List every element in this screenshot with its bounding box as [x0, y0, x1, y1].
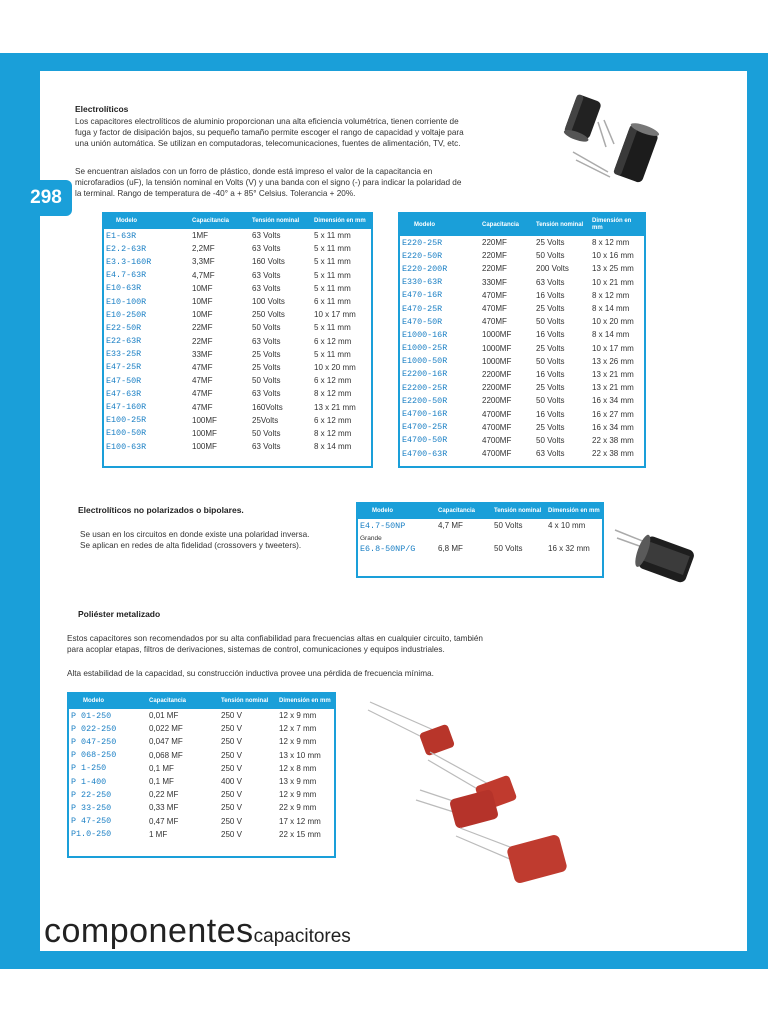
dimension-cell: 10 x 17 mm	[314, 310, 356, 320]
capacitance-cell: 10MF	[192, 310, 213, 320]
voltage-cell: 250 V	[221, 724, 242, 734]
dimension-cell: 16 x 34 mm	[592, 422, 634, 432]
description-line: Se encuentran aislados con un forro de plástico, donde está impreso el valor de la capacitancia en	[75, 167, 433, 176]
table-row	[400, 368, 644, 381]
table-row	[104, 295, 371, 308]
model-cell: E47-63R	[106, 388, 142, 399]
model-cell: E2.2-63R	[106, 243, 147, 254]
model-cell: P 1-400	[71, 776, 107, 787]
voltage-cell: 63 Volts	[252, 336, 281, 346]
dimension-cell: 22 x 9 mm	[279, 803, 317, 813]
poliester-stability: Alta estabilidad de la capacidad, su construcción inductiva provee una pérdida de frecuencia mínima.	[67, 669, 434, 678]
poliester-line: para acoplar etapas, filtros de derivaciones, sistemas de control, comunicaciones y equipos industriales.	[67, 645, 445, 654]
voltage-cell: 50 Volts	[494, 544, 523, 554]
capacitance-cell: 0,01 MF	[149, 711, 179, 721]
dimension-cell: 13 x 26 mm	[592, 356, 634, 366]
heading-bipolares: Electrolíticos no polarizados o bipolares.	[78, 505, 244, 515]
col-header-capacitancia: Capacitancia	[480, 214, 534, 236]
voltage-cell: 250 Volts	[252, 310, 285, 320]
capacitance-cell: 220MF	[482, 264, 507, 274]
dimension-cell: 16 x 27 mm	[592, 409, 634, 419]
dimension-cell: 10 x 16 mm	[592, 251, 634, 261]
dimension-cell: 10 x 20 mm	[592, 317, 634, 327]
capacitance-cell: 470MF	[482, 290, 507, 300]
table-row	[69, 815, 334, 828]
model-cell: E2200-25R	[402, 382, 448, 393]
table-row	[104, 427, 371, 440]
voltage-cell: 160 Volts	[252, 257, 285, 267]
voltage-cell: 63 Volts	[252, 389, 281, 399]
col-header-capacitancia: Capacitancia	[190, 214, 250, 229]
voltage-cell: 50 Volts	[252, 428, 281, 438]
table-row	[104, 282, 371, 295]
dimension-cell: 13 x 21 mm	[592, 369, 634, 379]
voltage-cell: 63 Volts	[252, 231, 281, 241]
voltage-cell: 25 Volts	[536, 422, 565, 432]
col-header-modelo: Modelo	[69, 694, 147, 709]
dimension-cell: 8 x 12 mm	[592, 290, 630, 300]
table-row	[69, 722, 334, 735]
capacitance-cell: 220MF	[482, 238, 507, 248]
description-paragraph	[75, 166, 461, 199]
voltage-cell: 63 Volts	[252, 442, 281, 452]
capacitance-cell: 4,7 MF	[438, 521, 463, 531]
voltage-cell: 25 Volts	[536, 383, 565, 393]
dimension-cell: 4 x 10 mm	[548, 521, 586, 531]
dimension-cell: 5 x 11 mm	[314, 231, 351, 241]
intro-line: una unión automática. Se utilizan en computadoras, telecomunicaciones, fuentes de alimentación, TV, etc.	[75, 139, 461, 148]
voltage-cell: 250 V	[221, 737, 242, 747]
model-cell: E470-16R	[402, 290, 443, 301]
intro-paragraph	[75, 116, 464, 149]
model-cell: E4700-25R	[402, 422, 448, 433]
capacitance-cell: 4,7MF	[192, 270, 215, 280]
voltage-cell: 25 Volts	[252, 362, 281, 372]
col-header-tension: Tensión nominal	[219, 694, 277, 709]
table-row	[104, 308, 371, 321]
table-row	[104, 414, 371, 427]
voltage-cell: 25Volts	[252, 415, 279, 425]
model-cell: P 01-250	[71, 710, 112, 721]
table-row	[400, 434, 644, 447]
table-row	[400, 342, 644, 355]
voltage-cell: 400 V	[221, 777, 242, 787]
voltage-cell: 250 V	[221, 763, 242, 773]
model-cell: E10-100R	[106, 296, 147, 307]
model-cell: E2200-16R	[402, 369, 448, 380]
electrolytic-capacitor-photo	[548, 92, 668, 187]
capacitance-cell: 33MF	[192, 349, 213, 359]
footer-title	[44, 912, 351, 951]
voltage-cell: 63 Volts	[252, 283, 281, 293]
capacitance-cell: 0,47 MF	[149, 816, 179, 826]
table-row	[400, 381, 644, 394]
model-cell: E220-50R	[402, 250, 443, 261]
dimension-cell: 5 x 11 mm	[314, 283, 351, 293]
footer-title-sub: capacitores	[253, 926, 351, 947]
capacitance-cell: 2,2MF	[192, 244, 215, 254]
model-cell: E4.7-63R	[106, 270, 147, 281]
table-row	[400, 302, 644, 315]
model-cell: E47-25R	[106, 362, 142, 373]
capacitance-cell: 1000MF	[482, 356, 512, 366]
model-cell: P 33-250	[71, 802, 112, 813]
voltage-cell: 250 V	[221, 790, 242, 800]
model-cell: E330-63R	[402, 277, 443, 288]
table-row	[104, 374, 371, 387]
bipolar-line: Se aplican en redes de alta fidelidad (crossovers y tweeters).	[80, 541, 302, 550]
model-cell: E33-25R	[106, 349, 142, 360]
table-row	[400, 407, 644, 420]
table-row	[400, 249, 644, 262]
voltage-cell: 16 Volts	[536, 369, 565, 379]
voltage-cell: 50 Volts	[252, 376, 281, 386]
bipolar-line: Se usan en los circuitos en donde existe una polaridad inversa.	[80, 530, 310, 539]
model-cell: E220-200R	[402, 263, 448, 274]
voltage-cell: 63 Volts	[536, 449, 565, 459]
col-header-dimension: Dimensión en mm	[277, 694, 334, 709]
voltage-cell: 50 Volts	[494, 521, 523, 531]
capacitance-cell: 0,1 MF	[149, 777, 174, 787]
description-line: microfaradios (uF), la tensión nominal en Volts (V) y una banda con el signo (-) para indicar la polaridad de	[75, 178, 462, 187]
dimension-cell: 13 x 10 mm	[279, 750, 321, 760]
model-cell: E47-160R	[106, 402, 147, 413]
table-row	[400, 421, 644, 434]
bottom-frame-bar	[0, 951, 768, 969]
dimension-cell: 10 x 17 mm	[592, 343, 634, 353]
capacitance-cell: 3,3MF	[192, 257, 215, 267]
voltage-cell: 50 Volts	[536, 356, 565, 366]
dimension-cell: 5 x 11 mm	[314, 270, 351, 280]
table-row	[69, 788, 334, 801]
table-row	[69, 828, 334, 841]
col-header-dimension: Dimensión en mm	[590, 214, 644, 236]
capacitance-cell: 4700MF	[482, 422, 512, 432]
capacitance-cell: 100MF	[192, 442, 217, 452]
dimension-cell: 5 x 11 mm	[314, 244, 351, 254]
table-row	[104, 242, 371, 255]
dimension-cell: 17 x 12 mm	[279, 816, 321, 826]
voltage-cell: 250 V	[221, 816, 242, 826]
capacitance-cell: 10MF	[192, 283, 213, 293]
capacitance-cell: 10MF	[192, 297, 213, 307]
electrolytic-table-1	[102, 212, 373, 468]
voltage-cell: 25 Volts	[536, 238, 565, 248]
dimension-cell: 16 x 34 mm	[592, 396, 634, 406]
dimension-cell: 10 x 20 mm	[314, 362, 356, 372]
col-header-dimension: Dimensión en mm	[312, 214, 371, 229]
col-header-modelo: Modelo	[358, 504, 436, 519]
dimension-cell: 22 x 38 mm	[592, 435, 634, 445]
table-row	[358, 542, 602, 555]
dimension-cell: 8 x 14 mm	[592, 304, 630, 314]
capacitance-cell: 0,22 MF	[149, 790, 179, 800]
model-cell: E22-63R	[106, 336, 142, 347]
model-cell: E470-50R	[402, 316, 443, 327]
capacitance-cell: 4700MF	[482, 449, 512, 459]
capacitance-cell: 0,047 MF	[149, 737, 183, 747]
capacitance-cell: 22MF	[192, 323, 213, 333]
model-cell: E100-25R	[106, 415, 147, 426]
capacitance-cell: 47MF	[192, 389, 213, 399]
col-header-tension: Tensión nominal	[250, 214, 312, 229]
capacitance-cell: 47MF	[192, 402, 213, 412]
table-row	[104, 255, 371, 268]
dimension-cell: 8 x 12 mm	[592, 238, 630, 248]
polyester-capacitors-photo	[350, 690, 590, 900]
model-cell: E1000-50R	[402, 356, 448, 367]
poliester-table	[67, 692, 336, 858]
voltage-cell: 50 Volts	[536, 435, 565, 445]
capacitance-cell: 1000MF	[482, 330, 512, 340]
col-header-modelo: Modelo	[400, 214, 480, 236]
table-row	[69, 735, 334, 748]
model-cell: P1.0-250	[71, 829, 112, 840]
voltage-cell: 25 Volts	[252, 349, 281, 359]
capacitance-cell: 47MF	[192, 362, 213, 372]
right-frame-bar	[747, 56, 768, 964]
table-row	[104, 440, 371, 453]
table-row	[69, 775, 334, 788]
bipolar-paragraph	[80, 529, 309, 551]
voltage-cell: 50 Volts	[536, 251, 565, 261]
voltage-cell: 250 V	[221, 750, 242, 760]
poliester-line: Estos capacitores son recomendados por su alta confiabilidad para frecuencias altas en cualquier circuito, también	[67, 634, 483, 643]
col-header-tension: Tensión nominal	[492, 504, 546, 519]
model-cell: E1000-16R	[402, 329, 448, 340]
capacitance-cell: 470MF	[482, 304, 507, 314]
electrolytic-table-2	[398, 212, 646, 468]
grande-label: Grande	[360, 535, 382, 543]
table-row	[400, 289, 644, 302]
dimension-cell: 5 x 11 mm	[314, 257, 351, 267]
dimension-cell: 8 x 12 mm	[314, 389, 352, 399]
model-cell: E4700-16R	[402, 409, 448, 420]
voltage-cell: 100 Volts	[252, 297, 285, 307]
col-header-modelo: Modelo	[104, 214, 190, 229]
voltage-cell: 50 Volts	[252, 323, 281, 333]
dimension-cell: 5 x 11 mm	[314, 323, 351, 333]
heading-electroliticos: Electrolíticos	[75, 104, 129, 114]
table-row	[104, 348, 371, 361]
model-cell: E6.8-50NP/G	[360, 543, 416, 554]
capacitance-cell: 100MF	[192, 428, 217, 438]
capacitance-cell: 0,022 MF	[149, 724, 183, 734]
bipolar-table	[356, 502, 604, 578]
voltage-cell: 50 Volts	[536, 396, 565, 406]
col-header-capacitancia: Capacitancia	[147, 694, 219, 709]
model-cell: P 1-250	[71, 763, 107, 774]
voltage-cell: 250 V	[221, 711, 242, 721]
col-header-dimension: Dimensión en mm	[546, 504, 602, 519]
dimension-cell: 22 x 38 mm	[592, 449, 634, 459]
voltage-cell: 16 Volts	[536, 290, 565, 300]
dimension-cell: 12 x 8 mm	[279, 763, 317, 773]
model-cell: E3.3-160R	[106, 256, 152, 267]
voltage-cell: 63 Volts	[252, 270, 281, 280]
table-row	[400, 328, 644, 341]
voltage-cell: 25 Volts	[536, 304, 565, 314]
poliester-paragraph	[67, 633, 483, 655]
table-row	[104, 361, 371, 374]
capacitance-cell: 2200MF	[482, 369, 512, 379]
dimension-cell: 16 x 32 mm	[548, 544, 590, 554]
table-row	[400, 394, 644, 407]
model-cell: E10-250R	[106, 309, 147, 320]
capacitance-cell: 1000MF	[482, 343, 512, 353]
dimension-cell: 12 x 9 mm	[279, 711, 317, 721]
voltage-cell: 50 Volts	[536, 317, 565, 327]
capacitance-cell: 330MF	[482, 277, 507, 287]
table-row	[69, 749, 334, 762]
model-cell: P 47-250	[71, 816, 112, 827]
capacitance-cell: 2200MF	[482, 396, 512, 406]
capacitance-cell: 470MF	[482, 317, 507, 327]
footer-title-main: componentes	[44, 912, 254, 950]
voltage-cell: 63 Volts	[252, 244, 281, 254]
dimension-cell: 6 x 12 mm	[314, 336, 352, 346]
table-row	[104, 400, 371, 413]
capacitance-cell: 1 MF	[149, 829, 168, 839]
model-cell: E47-50R	[106, 375, 142, 386]
model-cell: P 022-250	[71, 723, 117, 734]
dimension-cell: 6 x 11 mm	[314, 297, 351, 307]
col-header-tension: Tensión nominal	[534, 214, 590, 236]
capacitance-cell: 0,1 MF	[149, 763, 174, 773]
dimension-cell: 12 x 9 mm	[279, 737, 317, 747]
heading-poliester: Poliéster metalizado	[78, 609, 161, 619]
model-cell: E1-63R	[106, 230, 137, 241]
voltage-cell: 25 Volts	[536, 343, 565, 353]
dimension-cell: 13 x 21 mm	[314, 402, 356, 412]
model-cell: P 22-250	[71, 789, 112, 800]
dimension-cell: 10 x 21 mm	[592, 277, 634, 287]
dimension-cell: 22 x 15 mm	[279, 829, 321, 839]
dimension-cell: 12 x 9 mm	[279, 790, 317, 800]
intro-line: Los capacitores electrolíticos de aluminio proporcionan una alta eficiencia volumétrica, tienen corriente de	[75, 117, 459, 126]
dimension-cell: 6 x 12 mm	[314, 376, 352, 386]
model-cell: E10-63R	[106, 283, 142, 294]
table-row	[104, 335, 371, 348]
capacitance-cell: 22MF	[192, 336, 213, 346]
capacitance-cell: 6,8 MF	[438, 544, 463, 554]
dimension-cell: 8 x 12 mm	[314, 428, 352, 438]
table-row	[104, 387, 371, 400]
table-row	[400, 355, 644, 368]
voltage-cell: 16 Volts	[536, 330, 565, 340]
table-row	[69, 801, 334, 814]
model-cell: E220-25R	[402, 237, 443, 248]
model-cell: E470-25R	[402, 303, 443, 314]
page-number: 298	[20, 180, 72, 216]
voltage-cell: 63 Volts	[536, 277, 565, 287]
dimension-cell: 13 x 25 mm	[592, 264, 634, 274]
capacitance-cell: 220MF	[482, 251, 507, 261]
intro-line: fuga y factor de disipación bajos, su pequeño tamaño permite escoger el rango de capacidad y voltaje para	[75, 128, 464, 137]
dimension-cell: 12 x 7 mm	[279, 724, 317, 734]
capacitance-cell: 47MF	[192, 376, 213, 386]
capacitance-cell: 2200MF	[482, 383, 512, 393]
table-row	[400, 447, 644, 460]
voltage-cell: 200 Volts	[536, 264, 569, 274]
model-cell: E2200-50R	[402, 395, 448, 406]
col-header-capacitancia: Capacitancia	[436, 504, 492, 519]
dimension-cell: 5 x 11 mm	[314, 349, 351, 359]
capacitance-cell: 0,33 MF	[149, 803, 179, 813]
voltage-cell: 16 Volts	[536, 409, 565, 419]
table-row	[358, 519, 602, 532]
table-row	[400, 276, 644, 289]
table-row	[69, 709, 334, 722]
model-cell: E4700-50R	[402, 435, 448, 446]
table-row	[400, 262, 644, 275]
table-row	[104, 229, 371, 242]
dimension-cell: 13 x 9 mm	[279, 777, 317, 787]
capacitance-cell: 0,068 MF	[149, 750, 183, 760]
bipolar-capacitor-photo	[605, 512, 697, 592]
model-cell: E4700-63R	[402, 448, 448, 459]
model-cell: P 068-250	[71, 750, 117, 761]
capacitance-cell: 4700MF	[482, 409, 512, 419]
dimension-cell: 8 x 14 mm	[314, 442, 352, 452]
model-cell: E100-63R	[106, 441, 147, 452]
capacitance-cell: 1MF	[192, 231, 208, 241]
voltage-cell: 250 V	[221, 803, 242, 813]
table-row	[104, 321, 371, 334]
description-line: la terminal. Rango de temperatura de -40° a + 85° Celsius. Tolerancia + 20%.	[75, 189, 356, 198]
model-cell: E22-50R	[106, 322, 142, 333]
model-cell: E4.7-50NP	[360, 520, 406, 531]
top-frame-bar	[0, 53, 768, 71]
table-row	[69, 762, 334, 775]
dimension-cell: 8 x 14 mm	[592, 330, 630, 340]
table-row	[400, 315, 644, 328]
table-row	[400, 236, 644, 249]
dimension-cell: 6 x 12 mm	[314, 415, 352, 425]
voltage-cell: 250 V	[221, 829, 242, 839]
dimension-cell: 13 x 21 mm	[592, 383, 634, 393]
table-row	[104, 269, 371, 282]
capacitance-cell: 4700MF	[482, 435, 512, 445]
voltage-cell: 160Volts	[252, 402, 283, 412]
capacitance-cell: 100MF	[192, 415, 217, 425]
model-cell: E100-50R	[106, 428, 147, 439]
model-cell: P 047-250	[71, 736, 117, 747]
model-cell: E1000-25R	[402, 343, 448, 354]
